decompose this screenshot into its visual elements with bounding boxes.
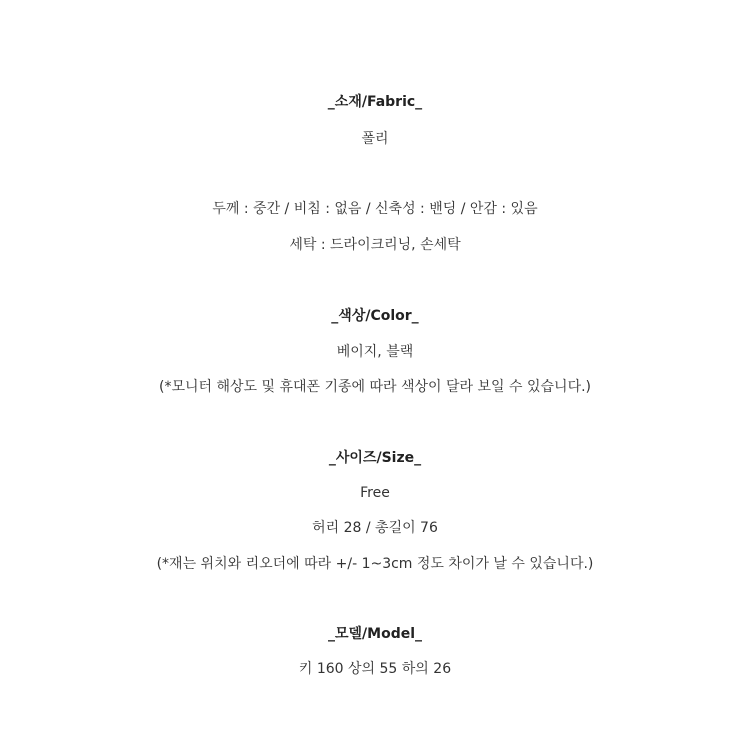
- color-note: (*모니터 해상도 및 휴대폰 기종에 따라 색상이 달라 보일 수 있습니다.): [158, 379, 592, 395]
- fabric-material: 폴리: [361, 131, 389, 147]
- color-options: 베이지, 블랙: [336, 344, 414, 360]
- size-measurements: 허리 28 / 총길이 76: [312, 520, 438, 536]
- model-heading: _모델/Model_: [327, 626, 423, 642]
- size-note: (*재는 위치와 리오더에 따라 +/- 1~3cm 정도 차이가 날 수 있습니다.): [156, 556, 594, 572]
- color-heading: _색상/Color_: [331, 308, 419, 324]
- fabric-washing: 세탁 : 드라이크리닝, 손세탁: [289, 237, 461, 253]
- size-heading: _사이즈/Size_: [328, 450, 422, 466]
- fabric-heading: _소재/Fabric_: [327, 94, 423, 110]
- model-info: 키 160 상의 55 하의 26: [298, 661, 452, 677]
- size-value: Free: [360, 485, 390, 501]
- fabric-properties: 두께 : 중간 / 비침 : 없음 / 신축성 : 밴딩 / 안감 : 있음: [212, 201, 538, 217]
